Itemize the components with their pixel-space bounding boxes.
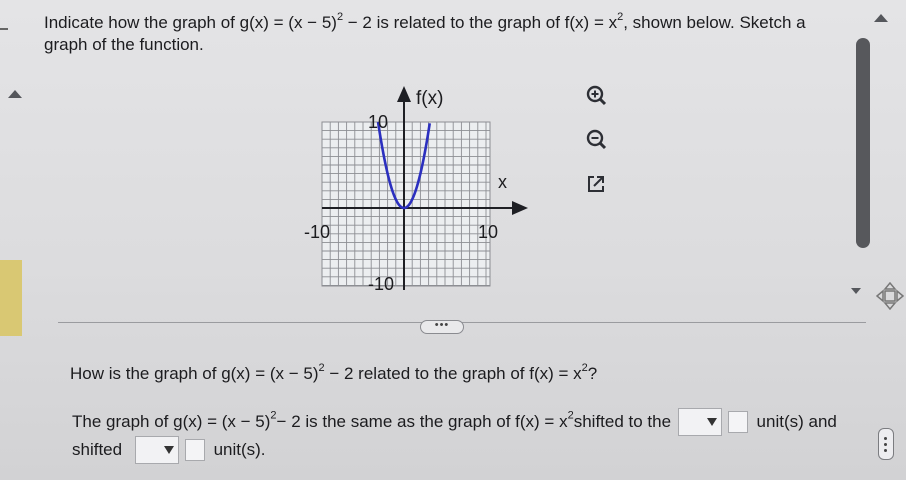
direction-dropdown-1[interactable] [678, 408, 722, 436]
units-input-2[interactable] [185, 439, 205, 461]
x-axis-label: x [498, 172, 507, 192]
scrollbar-thumb[interactable] [856, 38, 870, 248]
chevron-down-icon [707, 418, 717, 426]
graph-grid [322, 122, 490, 286]
y-axis-arrow [397, 86, 411, 102]
scroll-down-icon[interactable] [851, 288, 861, 294]
answer-line-1: The graph of $g(x) = (x - 5)^2- 2$ is the same as the graph of $f(x) = x^2shifted$ to the unit(s) and [72, 408, 837, 436]
sub-question-text: How is the graph of $g(x) = (x - 5)^2 - 2$ related to the graph of $f(x) = x^2$? [70, 362, 598, 383]
chevron-down-icon [164, 446, 174, 454]
answer-line-2: shifted unit(s). [72, 436, 266, 464]
scroll-up-icon[interactable] [874, 14, 888, 22]
direction-dropdown-2[interactable] [135, 436, 179, 464]
tick-label-bottom: -10 [368, 274, 395, 294]
side-highlight-bar [0, 260, 22, 336]
parabola-graph [300, 80, 540, 300]
tick-label-right: 10 [478, 222, 499, 242]
x-axis-arrow [512, 201, 528, 215]
tick-label-left: -10 [304, 222, 331, 242]
y-axis-label: f(x) [416, 88, 444, 109]
vertical-dots-button[interactable] [878, 428, 894, 460]
zoom-in-icon[interactable] [585, 84, 607, 106]
external-link-icon[interactable] [585, 173, 607, 195]
units-input-1[interactable] [728, 411, 748, 433]
question-text: Indicate how the graph of $g(x) = (x - 5)^2 - 2$ is related to the graph of $f(x) = x^2$, shown below. Sketch a graph of the function. [44, 11, 806, 54]
more-button[interactable]: ••• [420, 320, 464, 334]
left-edge-dash [0, 28, 8, 30]
tick-label-top: 10 [368, 112, 389, 132]
zoom-out-icon[interactable] [585, 128, 607, 150]
collapse-left-icon[interactable] [8, 90, 22, 98]
move-icon[interactable] [876, 282, 904, 310]
